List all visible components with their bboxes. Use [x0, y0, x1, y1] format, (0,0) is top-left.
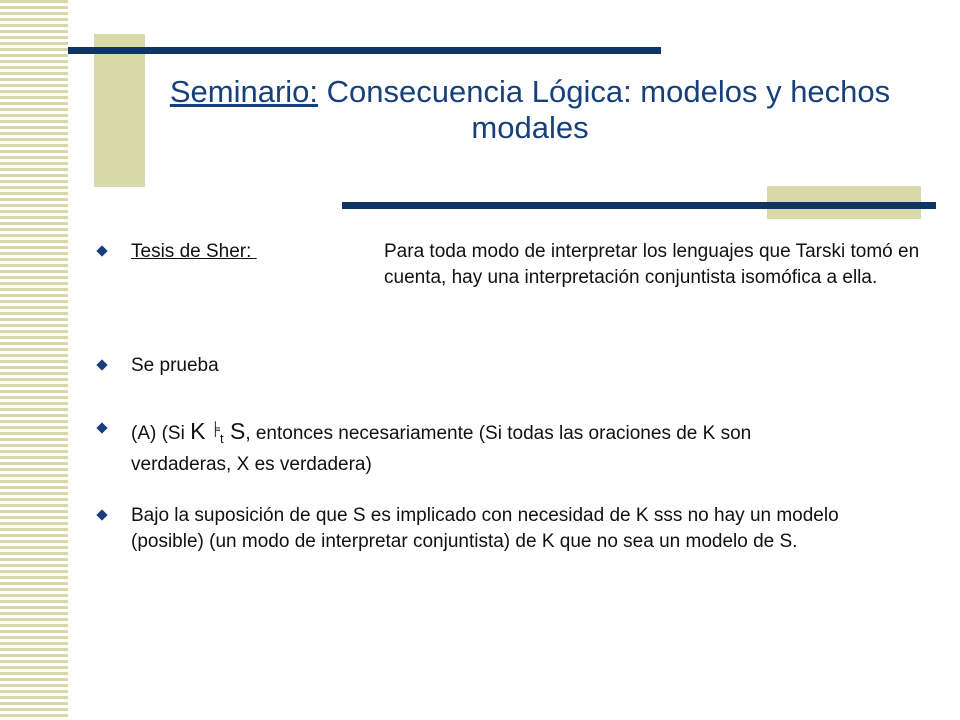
diamond-bullet-icon	[96, 509, 107, 520]
symbol-s: S	[223, 418, 246, 444]
bullet-a-prefix: (A) (Si	[131, 423, 191, 444]
decorative-stripes	[0, 0, 68, 720]
diamond-bullet-icon	[96, 422, 107, 433]
diamond-bullet-icon	[96, 359, 107, 370]
symbol-k: K	[190, 418, 206, 444]
bullet-a-text	[131, 416, 846, 478]
title-underlined-part: Seminario:	[169, 74, 319, 109]
diamond-bullet-icon	[96, 245, 107, 256]
decorative-bar-top	[68, 47, 661, 54]
bullet-a-rest: , entonces necesariamente (Si todas las oraciones de K son verdaderas, X es verdadera)	[131, 423, 752, 475]
tesis-sher-definition: Para toda modo de interpretar los lenguajes que Tarski tomó en cuenta, hay una interpretación conjuntista isomófica a ella.	[384, 241, 920, 288]
se-prueba-text: Se prueba	[131, 355, 219, 376]
turnstile-symbol: ╞	[210, 421, 220, 436]
bajo-suposicion-text: Bajo la suposición de que S es implicado con necesidad de K sss no hay un modelo (posible) (un modo de interpretar conjuntista) de K que no sea un modelo de S.	[131, 505, 839, 552]
decorative-bar-middle	[342, 202, 936, 209]
turnstile-subscript: t	[219, 431, 224, 446]
decorative-tan-block	[94, 34, 145, 187]
slide-title	[150, 74, 910, 146]
tesis-sher-label: Tesis de Sher:	[131, 241, 257, 262]
title-rest: Consecuencia Lógica: modelos y hechos modales	[318, 74, 891, 145]
